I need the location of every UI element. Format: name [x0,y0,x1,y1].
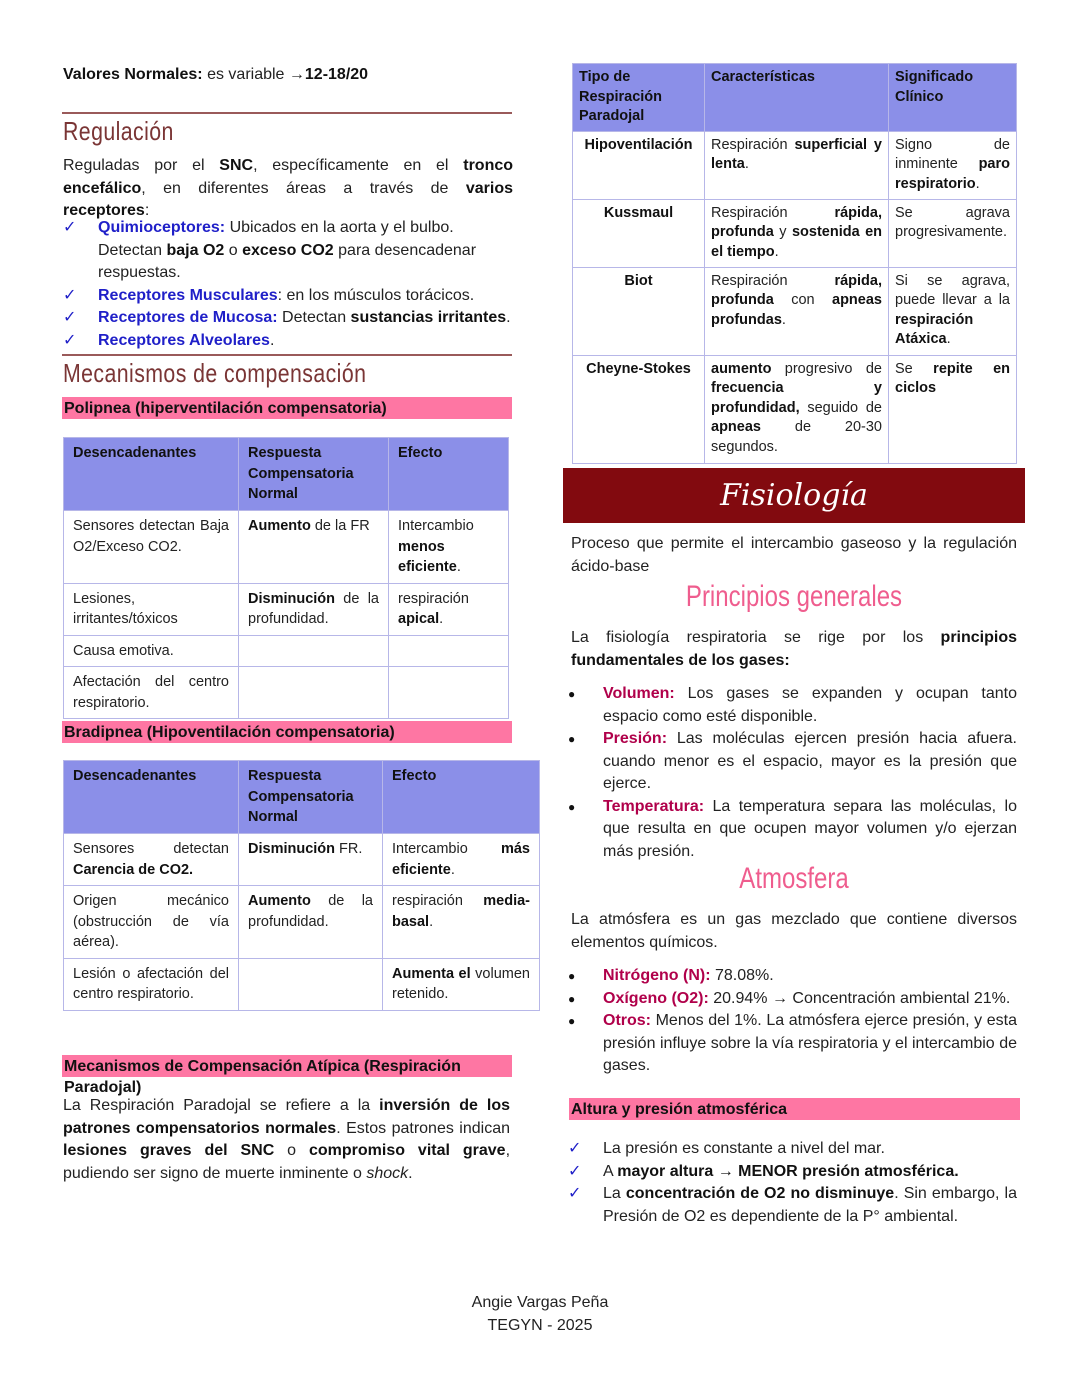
heading-atmosfera: Atmosfera [739,862,849,895]
text-run: . [269,331,275,349]
text-run: Proceso que permite el intercambio gaseoso y la regulación ácido-base [571,535,1017,575]
text-run: baja O2 [166,241,225,259]
header-tipo: Tipo de Respiración Paradojal [573,64,705,132]
text-run: progresivo de [771,360,882,377]
text-run: La fisiología respiratoria se rige por los [571,629,941,646]
table-cell [705,267,889,355]
table-cell [64,958,239,1010]
header-desencadenantes: Desencadenantes [64,761,239,834]
text-run: Respiración [711,136,795,153]
text-run: sustancias irritantes [350,309,507,326]
text-run: . Sin embargo, la Presión de O2 es dependiente de la P° ambiental. [603,1185,1017,1225]
text-run: volumen retenido. [392,965,530,1002]
table-cell [889,199,1017,267]
list-item [563,683,1017,728]
text-run: La Respiración Paradojal se refiere a la [63,1097,380,1114]
table-cell [889,267,1017,355]
table-cell [64,635,239,667]
heading-mecanismos: Mecanismos de compensación [63,358,367,388]
text-run: de la profundidad. [248,590,379,627]
text-run: Las moléculas ejercen presión hacia afuera. cuando menor es el espacio, mayor es la presión que ejerce. [603,730,1017,792]
receptor-list [58,217,513,352]
text-run: Receptores Alveolares [98,331,270,349]
text-run: Signo de inminente [895,136,1010,172]
table-cell [573,355,705,463]
text-run: Aumento [248,893,311,909]
table-cell [389,511,509,584]
text-run: varios receptores [63,179,513,219]
text-run: sostenida en el tiempo [711,224,882,260]
text-run: principios fundamentales de los gases: [571,629,1017,669]
text-run: o [274,1142,309,1159]
text-run: Si se agrava, puede llevar a la [895,272,1010,308]
text-run: 78.08%. [710,967,774,984]
table-cell [573,199,705,267]
text-run: es variable → [202,66,305,83]
text-run: Otros: [603,1012,651,1029]
text-run: para desencadenar respuestas. [98,241,477,281]
text-run: Sensores detectan Baja O2/Exceso CO2. [73,518,229,555]
text-run: Ubicados en la aorta y el bulbo. Detectan [98,219,454,259]
text-run: Afectación del centro respiratorio. [73,674,229,711]
regulacion-intro [63,155,513,223]
list-item [58,307,513,330]
list-item [58,285,513,308]
text-run: Quimioceptores: [98,219,226,236]
text-run: Nitrógeno (N): [603,967,711,984]
text-run: respiración [392,893,484,909]
header-respuesta: Respuesta Compensatoria Normal [239,761,383,834]
polipnea-bar: Polipnea (hiperventilación compensatoria) [62,397,512,419]
text-run: Reguladas por el [63,157,220,174]
text-run: superficial y lenta [711,136,882,172]
text-run: apneas [711,419,761,435]
text-run: Lesiones, irritantes/tóxicos [73,590,178,627]
text-run: : [144,202,150,219]
text-run: . [781,311,786,328]
table-cell [705,199,889,267]
table-row [64,958,540,1010]
table-cell [889,355,1017,463]
table-row [64,583,509,635]
table-cell [389,583,509,635]
text-run: o [224,241,243,259]
text-run: apneas profundas [711,292,882,328]
text-run: con [773,292,833,308]
text-run: concentración de O2 no disminuye [625,1185,895,1202]
list-item [563,1183,1017,1228]
fisiologia-banner: Fisiología [563,468,1025,523]
text-run: Menos del 1%. La atmósfera ejerce presión, y esta presión influye sobre la vía respiratoria y el intercambio de gases. [603,1012,1017,1074]
text-run: FR. [335,841,363,857]
text-run: Aumento [248,518,311,534]
heading-regulacion: Regulación [63,116,174,146]
bullet-icon: ● [568,991,576,1006]
bullet-icon: ● [568,1014,576,1028]
text-run: Origen mecánico (obstrucción de vía aérea). [73,893,229,950]
table-cell [239,635,389,667]
bullet-icon: ● [568,732,576,746]
text-run: apical [398,611,440,627]
text-run: media-basal [392,893,530,930]
text-run: Los gases se expanden y ocupan tanto espacio como esté disponible. [603,685,1017,725]
footer-course: TEGYN - 2025 [487,1317,593,1334]
principios-list [563,683,1017,863]
checkmark-icon: ✓ [568,1140,582,1157]
text-run: La presión es constante a nivel del mar. [603,1140,885,1157]
bullet-icon: ● [568,799,576,814]
text-run: Receptores de Mucosa: [98,309,278,326]
text-run: respiración [398,590,469,607]
table-cell [889,131,1017,199]
text-run: . Estos patrones indican [336,1119,511,1137]
checkmark-icon: ✓ [63,309,77,326]
table-cell [64,834,239,886]
text-run: Carencia de CO2. [73,861,194,878]
atmosfera-list [563,965,1017,1078]
text-run: Se agrava progresivamente. [895,204,1010,240]
table-row [64,834,540,886]
altura-bar: Altura y presión atmosférica [569,1098,1020,1120]
text-run: La atmósfera es un gas mezclado que contiene diversos elementos químicos. [571,911,1017,951]
altura-list [563,1138,1017,1228]
text-run: más eficiente [392,841,530,878]
text-run: Presión: [603,730,668,747]
text-run: frecuencia y profundidad, [711,380,882,416]
text-run: . [408,1164,413,1182]
table-cell [64,886,239,959]
table-cell [239,958,383,1010]
checkmark-icon: ✓ [63,219,77,236]
header-efecto: Efecto [383,761,540,834]
table-row [64,667,509,719]
table-row [573,267,1017,355]
atipica-bar: Mecanismos de Compensación Atípica (Respiración Paradojal) [62,1055,512,1077]
text-run: Cheyne-Stokes [586,360,691,377]
table-cell [239,667,389,719]
header-efecto: Efecto [389,438,509,511]
divider [62,112,512,114]
text-run: menos eficiente [398,538,457,575]
paradojal-table [572,63,1017,464]
table-cell [389,667,509,719]
text-run: Volumen: [603,685,675,702]
text-run: seguido de [799,399,882,416]
atipica-text [63,1095,510,1185]
text-run: aumento [711,360,772,377]
text-run: inversión de los patrones compensatorios normales [63,1097,511,1137]
text-run: rápida, profunda [711,272,882,308]
text-run: . [456,559,461,575]
table-cell [239,583,389,635]
text-run: 12-18/20 [304,66,369,83]
text-run: Hipoventilación [584,136,693,153]
text-run: Intercambio [398,518,474,534]
text-run: . [946,331,951,347]
list-item [563,796,1017,864]
table-cell [573,267,705,355]
text-run: SNC [219,157,254,174]
heading-principios: Principios generales [685,580,903,613]
header-caracteristicas: Características [705,64,889,132]
text-run: . [774,243,779,260]
text-run: rápida, profunda [711,204,882,240]
text-run: y [773,224,792,240]
list-item [563,965,1017,988]
text-run: shock [366,1164,409,1182]
bradipnea-table [63,760,540,1011]
table-cell [705,131,889,199]
text-run: La temperatura separa las moléculas, lo que resulta en que ocupen mayor volumen y/o ejerzan más presión. [603,797,1017,860]
table-cell [239,511,389,584]
table-row [573,131,1017,199]
text-run: 20.94% → Concentración ambiental 21%. [708,989,1011,1007]
table-cell [64,583,239,635]
table-row [573,355,1017,463]
footer-author: Angie Vargas Peña [471,1294,609,1311]
table-row [64,511,509,584]
table-cell [239,886,383,959]
checkmark-icon: ✓ [63,331,77,349]
principios-intro [571,627,1017,672]
text-run: repite en ciclos [895,360,1011,396]
text-run: Temperatura: [603,797,705,815]
list-item [58,330,513,353]
table-cell [64,511,239,584]
text-run: . [975,175,980,192]
table-cell [389,635,509,667]
text-run: . [744,156,749,172]
table-cell [383,834,540,886]
checkmark-icon: ✓ [63,286,77,304]
atmosfera-intro [571,909,1017,954]
text-run: , en diferentes áreas a través de [141,179,466,197]
list-item [563,988,1017,1011]
text-run: Respiración [711,204,835,221]
table-cell [573,131,705,199]
text-run: . [429,913,434,930]
text-run: respiración Atáxica [895,311,974,347]
text-run: Detectan [277,309,351,326]
text-run: , pudiendo ser signo de muerte inminente o [63,1142,511,1182]
text-run: exceso CO2 [242,241,334,259]
bullet-icon: ● [568,687,576,701]
text-run: mayor altura → MENOR presión atmosférica. [617,1162,959,1180]
text-run: Aumenta el [392,965,471,982]
text-run: Oxígeno (O2): [603,989,709,1007]
text-run: de la FR [310,518,370,534]
valores-normales [63,64,368,87]
polipnea-table [63,437,509,719]
table-cell [383,958,540,1010]
text-run: Se [895,360,934,377]
table-cell [64,667,239,719]
header-significado: Significado Clínico [889,64,1017,132]
text-run: Respiración [711,272,835,289]
text-run: de la profundidad. [248,893,373,930]
text-run: Disminución [248,590,336,607]
text-run: . [439,611,444,627]
text-run: Causa emotiva. [73,642,174,659]
bradipnea-bar: Bradipnea (Hipoventilación compensatoria) [62,721,512,743]
text-run: Disminución [248,841,336,857]
fisiologia-intro [571,533,1017,578]
text-run: : en los músculos torácicos. [277,286,475,304]
text-run: compromiso vital grave [309,1142,506,1159]
text-run: Intercambio [392,841,501,857]
text-run: La [603,1185,626,1202]
table-cell [383,886,540,959]
text-run: A [603,1162,618,1180]
list-item [563,1010,1017,1078]
text-run: Kussmaul [603,204,674,221]
text-run: . [506,309,511,326]
text-run: Sensores detectan [73,841,229,857]
list-item [563,728,1017,796]
table-cell [705,355,889,463]
text-run: tronco encefálico [63,157,514,197]
text-run: paro respiratorio [895,156,1010,192]
bullet-icon: ● [568,969,576,983]
checkmark-icon: ✓ [568,1185,582,1202]
text-run: Receptores Musculares [98,286,278,304]
text-run: Lesión o afectación del centro respiratorio. [73,965,229,1002]
text-run: , específicamente en el [253,157,464,174]
list-item [563,1161,1017,1184]
divider [62,354,512,356]
table-cell [239,834,383,886]
text-run: Biot [624,272,653,289]
header-desencadenantes: Desencadenantes [64,438,239,511]
text-run: de 20-30 segundos. [711,419,882,455]
text-run: Valores Normales: [63,66,203,83]
header-respuesta: Respuesta Compensatoria Normal [239,438,389,511]
table-row [573,199,1017,267]
text-run: . [450,861,455,878]
table-row [64,886,540,959]
list-item [563,1138,1017,1161]
checkmark-icon: ✓ [568,1162,582,1180]
table-row [64,635,509,667]
text-run: lesiones graves del SNC [63,1142,275,1159]
list-item [58,217,513,285]
